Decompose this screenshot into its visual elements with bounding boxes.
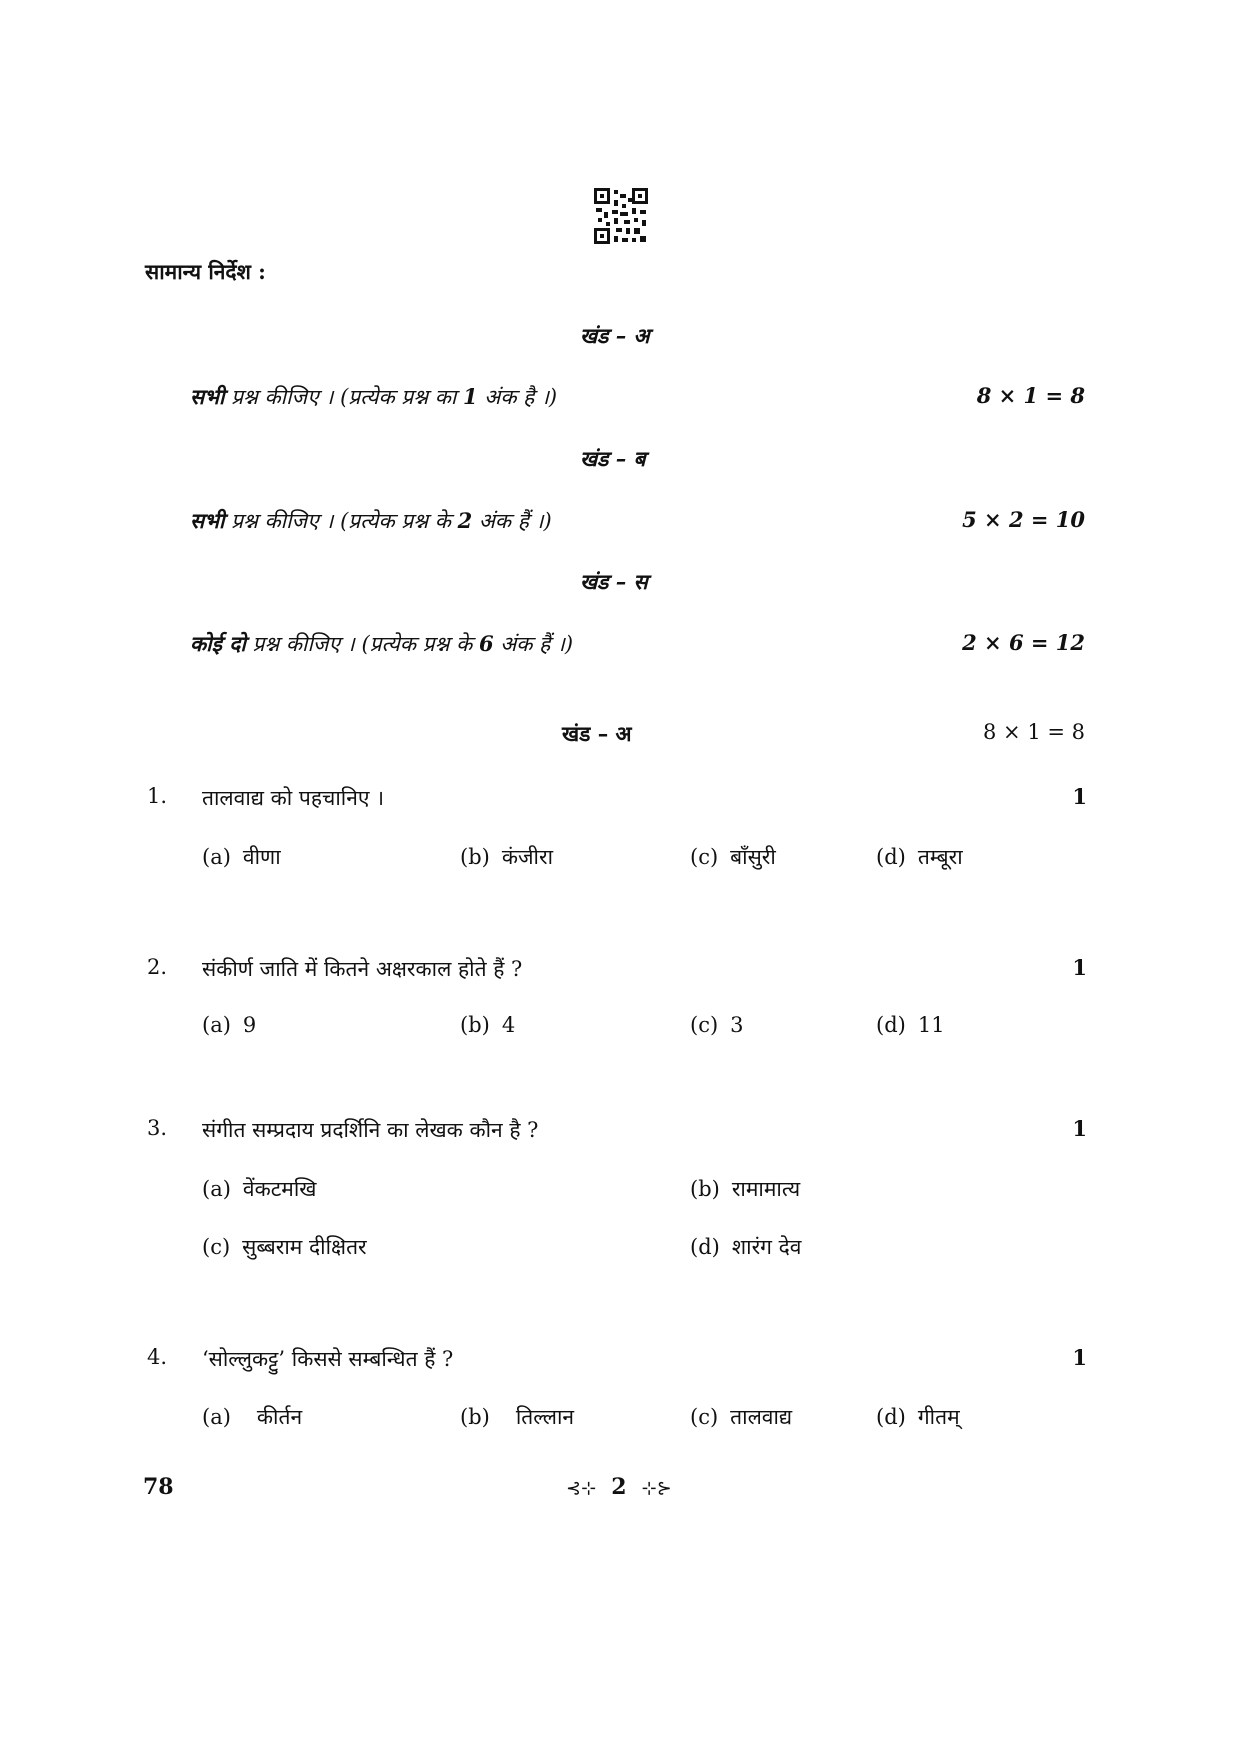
option-c: (c) तालवाद्य (690, 1405, 793, 1429)
question-number: 3. (147, 1116, 168, 1140)
question-marks: 1 (1072, 784, 1087, 809)
option-a: (a) कीर्तन (202, 1405, 303, 1429)
question-number: 4. (147, 1345, 168, 1369)
question-number: 1. (147, 784, 168, 808)
general-instructions-heading: सामान्य निर्देश : (145, 259, 266, 284)
qr-code (594, 188, 648, 244)
question-marks: 1 (1072, 1345, 1087, 1370)
instruction-section-b-title: खंड – ब (580, 446, 646, 471)
section-a-title: खंड – अ (562, 721, 632, 746)
option-d: (d) 11 (876, 1013, 945, 1037)
instruction-section-a-marks: 8 × 1 = 8 (976, 383, 1085, 408)
option-c: (c) सुब्बराम दीक्षितर (202, 1235, 367, 1259)
option-d: (d) तम्बूरा (876, 845, 963, 869)
question-text: संगीत सम्प्रदाय प्रदर्शिनि का लेखक कौन है ? (202, 1118, 539, 1142)
question-marks: 1 (1072, 1116, 1087, 1141)
page-number-block (566, 1474, 672, 1500)
option-d: (d) शारंग देव (690, 1235, 802, 1259)
question-text: संकीर्ण जाति में कितने अक्षरकाल होते हैं ? (202, 957, 523, 981)
section-a-marks: 8 × 1 = 8 (983, 720, 1085, 744)
instruction-section-a-text: सभी प्रश्न कीजिए । (प्रत्येक प्रश्न का 1 अंक है ।) (190, 384, 558, 409)
option-b: (b) रामामात्य (690, 1177, 801, 1201)
instruction-section-c-text: कोई दो प्रश्न कीजिए । (प्रत्येक प्रश्न के 6 अंक हैं ।) (190, 631, 574, 656)
left-ornament-icon: ⊰⊹ (566, 1478, 597, 1499)
instruction-section-b-text: सभी प्रश्न कीजिए । (प्रत्येक प्रश्न के 2 अंक हैं ।) (190, 508, 552, 533)
instruction-section-c-title: खंड – स (580, 569, 648, 594)
instruction-section-b-marks: 5 × 2 = 10 (962, 507, 1085, 532)
right-ornament-icon: ⊹⊱ (641, 1478, 672, 1499)
option-a: (a) 9 (202, 1013, 257, 1037)
question-marks: 1 (1072, 955, 1087, 980)
option-a: (a) वीणा (202, 845, 281, 869)
option-b: (b) 4 (460, 1013, 516, 1037)
option-b: (b) तिल्लान (460, 1405, 575, 1429)
instruction-section-c-marks: 2 × 6 = 12 (962, 630, 1085, 655)
option-b: (b) कंजीरा (460, 845, 554, 869)
page-number: 2 (611, 1474, 627, 1500)
option-a: (a) वेंकटमखि (202, 1177, 317, 1201)
instruction-section-a-title: खंड – अ (580, 323, 650, 348)
option-c: (c) 3 (690, 1013, 744, 1037)
question-text: तालवाद्य को पहचानिए । (202, 786, 385, 810)
option-c: (c) बाँसुरी (690, 845, 776, 869)
option-d: (d) गीतम् (876, 1405, 960, 1429)
paper-code: 78 (143, 1474, 174, 1500)
question-text: ‘सोल्लुकट्टु’ किससे सम्बन्धित हैं ? (202, 1347, 454, 1371)
question-number: 2. (147, 955, 168, 979)
